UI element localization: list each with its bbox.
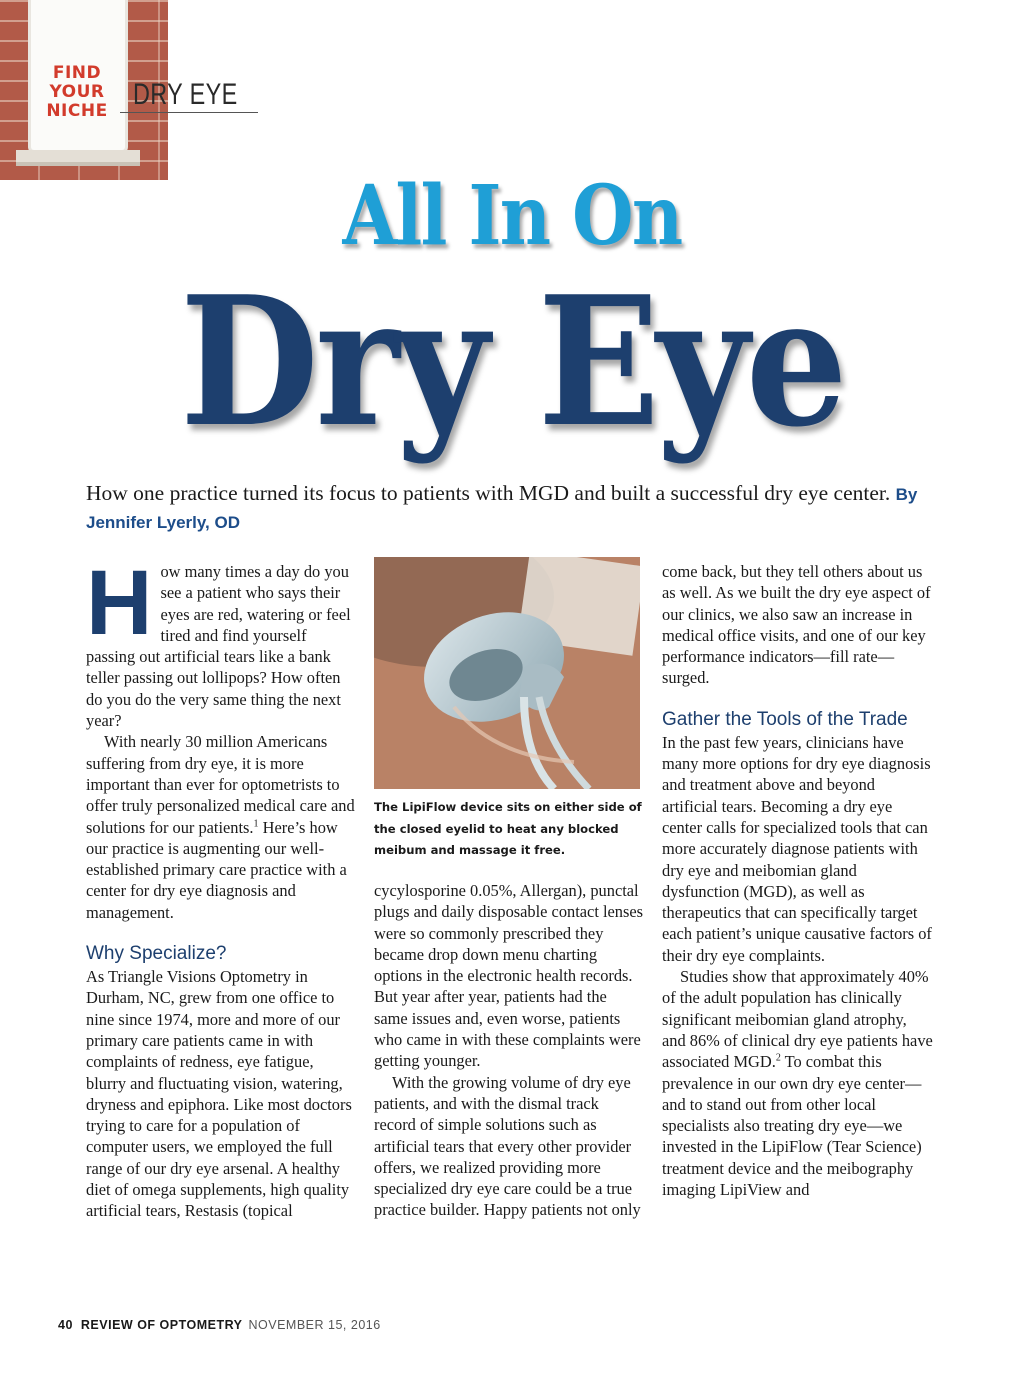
paragraph-2-text-a: With nearly 30 million Americans suffering from dry eye, it is more important than ever for optometrists to offer truly personalized medical care and solutions for our patients. bbox=[86, 732, 355, 837]
col3-paragraph-1: come back, but they tell others about us as well. As we built the dry eye aspect of our clinics, we also saw an increase in medical office visits, and one of our key performance indicators—fill rate—surged. bbox=[662, 562, 931, 688]
section-rule bbox=[120, 112, 258, 113]
col3-paragraph-2: In the past few years, clinicians have many more options for dry eye diagnosis and treatment above and beyond artificial tears. Becoming a dry eye center calls for specialized tools that can more accurately diagnose patients with dry eye and meibomian gland dysfunction (MGD), as well as therapeutics that can specifically target each patient’s unique causative factors of their dry eye complaints. bbox=[662, 732, 932, 965]
column-2 bbox=[374, 880, 644, 1221]
publication-name: REVIEW OF OPTOMETRY bbox=[80, 1318, 243, 1332]
col3-paragraph-3-text-b: To combat this prevalence in our own dry eye center—and to stand out from other local specialists also treating dry eye—we invested in the LipiFlow (Tear Science) treatment device and the meibography imaging LipiView and bbox=[662, 1052, 922, 1200]
niche-line-2: YOUR bbox=[49, 82, 105, 102]
heading-tools-of-trade: Gather the Tools of the Trade bbox=[662, 708, 908, 730]
column-3 bbox=[662, 561, 934, 1200]
column-1 bbox=[86, 552, 356, 1222]
byline: By Jennifer Lyerly, OD bbox=[86, 485, 918, 532]
paragraph-3: As Triangle Visions Optometry in Durham, NC, grew from one office to nine since 1974, more and more of our primary care patients came in with complaints of redness, eye fatigue, blurry and fluctuating vision, watering, dryness and epiphora. Like most doctors trying to care for a population of computer users, we employed the full range of our dry eye arsenal. A healthy diet of omega supplements, high quality artificial tears, Restasis (topical bbox=[86, 967, 352, 1221]
intro-text: ow many times a day do you see a patient who says their eyes are red, watering or feel tired and find yourself passing out artificial tears like a bank teller passing out lollipops? How often do you do the very same thing the next year? bbox=[86, 562, 351, 731]
col3-paragraph-3-text-a: Studies show that approximately 40% of the adult population has clinically significant meibomian gland atrophy, and 86% of clinical dry eye patients have associated MGD. bbox=[662, 967, 933, 1072]
niche-sill bbox=[16, 150, 140, 166]
section-label: DRY EYE bbox=[133, 78, 238, 111]
article-deck bbox=[86, 480, 946, 536]
col3-paragraph-3 bbox=[662, 966, 934, 1200]
title-line-1: All In On bbox=[342, 168, 682, 264]
intro-paragraph bbox=[86, 552, 356, 731]
heading-why-specialize: Why Specialize? bbox=[86, 943, 227, 965]
lipiflow-photo bbox=[374, 557, 640, 789]
lipiflow-device-image bbox=[374, 557, 640, 789]
reference-1: 1 bbox=[253, 818, 259, 830]
paragraph-2-text-b: Here’s how our practice is augmenting our well-established primary care practice with a center for dry eye diagnosis and management. bbox=[86, 817, 347, 922]
paragraph-2 bbox=[86, 731, 356, 923]
deck-text: How one practice turned its focus to patients with MGD and built a successful dry eye center. bbox=[86, 481, 891, 505]
reference-2: 2 bbox=[775, 1052, 781, 1064]
page-number: 40 bbox=[58, 1318, 73, 1332]
col2-paragraph-1: cycylosporine 0.05%, Allergan), punctal plugs and daily disposable contact lenses were so commonly prescribed they became drop down menu charting options in the electronic health records. But year after year, patients had the same issues and, even worse, patients who came in with these complaints were getting younger. bbox=[374, 881, 644, 1071]
niche-logo-text bbox=[32, 64, 122, 121]
title-line-2: Dry Eye bbox=[179, 257, 845, 466]
photo-caption: The LipiFlow device sits on either side of the closed eyelid to heat any blocked meibum and massage it free. bbox=[374, 800, 642, 857]
page-footer bbox=[58, 1318, 381, 1332]
col2-paragraph-2: With the growing volume of dry eye patients, and with the dismal track record of simple solutions such as artificial tears that every other provider offers, we realized providing more specialized dry eye care could be a true practice builder. Happy patients not only bbox=[374, 1072, 641, 1220]
niche-line-3: NICHE bbox=[46, 101, 108, 121]
niche-line-1: FIND bbox=[52, 63, 102, 83]
issue-date: NOVEMBER 15, 2016 bbox=[248, 1318, 381, 1332]
drop-cap: H bbox=[86, 552, 153, 654]
